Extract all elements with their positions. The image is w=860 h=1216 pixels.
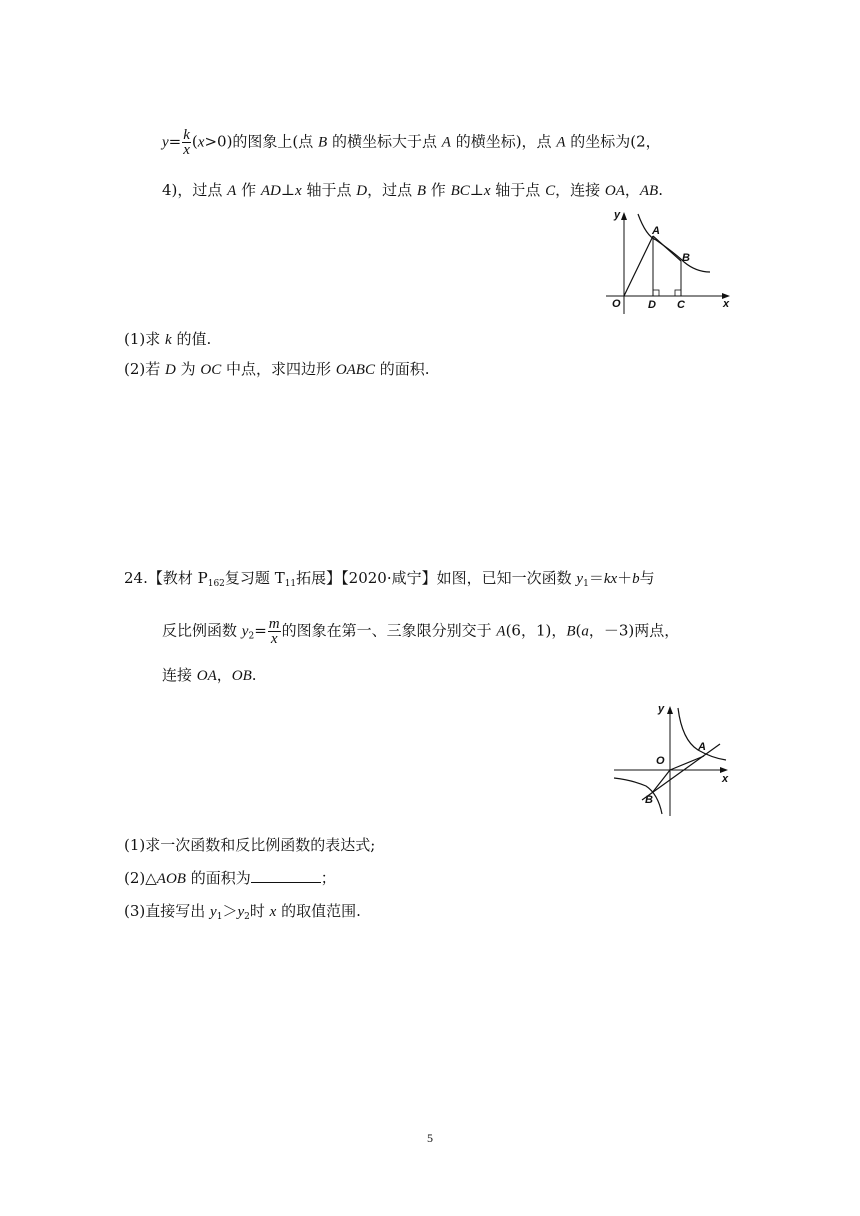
problem23-line1: y= $\frac{k}{x}$ (x>0)的图象上(点 B 的横坐标大于点 A 的横坐标)，点 A 的坐标为(2， [162, 127, 661, 158]
y-axis-arrow-icon [621, 212, 627, 220]
label-y: y [658, 703, 665, 715]
problem24-figure [612, 700, 740, 818]
label-b: B [645, 794, 653, 806]
exam-source-tag: 【2020·咸宁】 [341, 569, 437, 587]
y-axis-arrow-icon [667, 706, 673, 714]
label-x: x [723, 298, 730, 310]
problem23-question2: (2)若 D 为 OC 中点，求四边形 OABC 的面积. [124, 360, 430, 378]
problem24-line1: 24.【教材 $P_{162}$复习题 $T_{11}$拓展】【2020·咸宁】如图，已知一次函数 $y_1=kx+b$与 [124, 569, 655, 589]
page-number: 5 [427, 1131, 433, 1145]
problem24-question1: (1)求一次函数和反比例函数的表达式; [124, 836, 376, 854]
problem23-figure [606, 206, 736, 316]
right-angle-c [675, 290, 681, 296]
answer-blank[interactable] [251, 868, 321, 883]
label-a: A [698, 741, 706, 753]
label-x: x [722, 773, 729, 785]
problem23-line2: 4)，过点 A 作 AD⊥x 轴于点 D，过点 B 作 BC⊥x 轴于点 C，连接 OA，AB. [162, 181, 663, 199]
problem24-question3: (3)直接写出 $y_1>y_2$时 x 的取值范围. [124, 902, 361, 922]
textbook-tag: 【教材 $P_{162}$复习题 $T_{11}$拓展】 [147, 569, 342, 589]
problem24-question2: (2)△AOB 的面积为 ； [124, 869, 336, 887]
hyperbola-branch-third-quadrant [614, 778, 662, 814]
problem23-question1: (1)求 k 的值. [124, 330, 212, 348]
label-y: y [614, 209, 621, 221]
fraction-m-over-x: $\frac{m}{x}$ [268, 616, 280, 647]
problem24-line3: 连接 OA，OB. [162, 666, 257, 684]
segment-ab [653, 236, 681, 261]
label-d: D [648, 299, 656, 311]
problem24-line2: 反比例函数 $y_2=$ $\frac{m}{x}$ 的图象在第一、三象限分别交于 A(6，1)，B(a，－3)两点， [162, 616, 680, 647]
hyperbola-curve [638, 214, 710, 272]
label-c: C [677, 299, 685, 311]
label-b: B [682, 252, 690, 264]
label-o: O [612, 298, 621, 310]
right-angle-d [653, 290, 659, 296]
fraction-k-over-x: $\frac{k}{x}$ [183, 127, 190, 158]
label-o: O [656, 755, 665, 767]
label-a: A [652, 225, 660, 237]
segment-oa [624, 236, 653, 296]
